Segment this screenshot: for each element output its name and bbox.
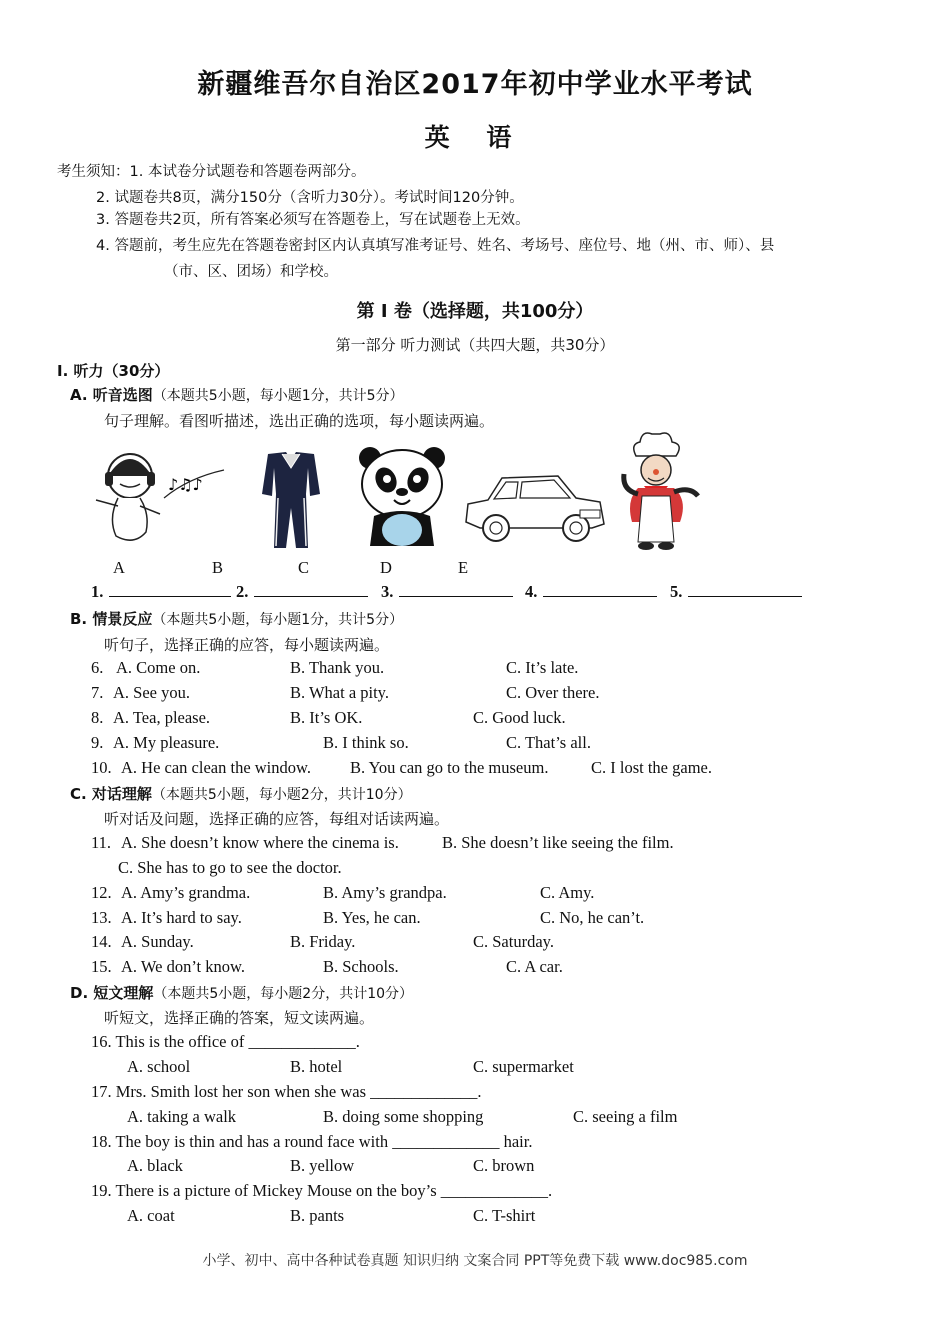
car-picture — [460, 466, 608, 550]
question-8-option-c: C. Good luck. — [473, 708, 566, 727]
section-d-label: D. 短文理解 — [70, 984, 154, 1002]
question-10-option-a: A. He can clean the window. — [121, 758, 311, 777]
section-a-label: A. 听音选图 — [70, 386, 153, 404]
section-a-header — [70, 384, 404, 405]
notice-item-1: 1. 本试卷分试题卷和答题卷两部分。 — [129, 164, 366, 180]
question-11-num: 11. — [91, 833, 112, 852]
answer-blank-5-num: 5. — [670, 582, 683, 601]
question-18-stem: 18. The boy is thin and has a round face with _____________ hair. — [91, 1132, 533, 1151]
question-14-option-b: B. Friday. — [290, 932, 356, 951]
question-12-option-c: C. Amy. — [540, 883, 595, 902]
answer-blank-4-num: 4. — [525, 582, 538, 601]
picture-letter-d: D — [380, 558, 392, 577]
section-d-note: （本题共5小题，每小题2分，共计10分） — [153, 986, 414, 1002]
question-7-option-a: A. See you. — [113, 683, 190, 702]
picture-letter-a: A — [113, 558, 125, 577]
section-d-header — [70, 982, 413, 1003]
section-b-header — [70, 608, 403, 629]
question-6-option-b: B. Thank you. — [290, 658, 385, 677]
answer-blank-2[interactable] — [236, 582, 368, 602]
question-19-stem: 19. There is a picture of Mickey Mouse on the boy’s _____________. — [91, 1181, 553, 1200]
question-9-option-c: C. That’s all. — [506, 733, 591, 752]
question-14-option-a: A. Sunday. — [121, 932, 194, 951]
section-b-instruction: 听句子，选择正确的应答，每小题读两遍。 — [104, 636, 390, 654]
notice-item-2: 2. 试题卷共8页，满分150分（含听力30分）。考试时间120分钟。 — [96, 190, 524, 206]
panda-picture — [356, 446, 448, 550]
question-9-option-b: B. I think so. — [323, 733, 409, 752]
question-11-option-a: A. She doesn’t know where the cinema is. — [121, 833, 399, 852]
question-10-option-c: C. I lost the game. — [591, 758, 712, 777]
question-8-option-a: A. Tea, please. — [113, 708, 211, 727]
section-a-note: （本题共5小题，每小题1分，共计5分） — [152, 388, 404, 404]
answer-blank-3-num: 3. — [381, 582, 394, 601]
picture-letter-e: E — [458, 558, 469, 577]
question-10-num: 10. — [91, 758, 112, 777]
question-18-option-b: B. yellow — [290, 1156, 355, 1175]
question-18-option-c: C. brown — [473, 1156, 535, 1175]
notice-item-3: 3. 答题卷共2页，所有答案必须写在答题卷上，写在试题卷上无效。 — [96, 212, 530, 228]
question-9-option-a: A. My pleasure. — [113, 733, 220, 752]
question-15-option-a: A. We don’t know. — [121, 957, 245, 976]
question-16-option-b: B. hotel — [290, 1057, 343, 1076]
section-b-label: B. 情景反应 — [70, 610, 153, 628]
answer-blank-3[interactable] — [381, 582, 513, 602]
answer-blank-1[interactable] — [91, 582, 231, 602]
question-12-num: 12. — [91, 883, 112, 902]
section-a-instruction: 句子理解。看图听描述，选出正确的选项，每小题读两遍。 — [104, 412, 495, 430]
question-19-option-b: B. pants — [290, 1206, 345, 1225]
answer-blank-4[interactable] — [525, 582, 657, 602]
section-b-note: （本题共5小题，每小题1分，共计5分） — [152, 612, 404, 628]
svg-text:♪♫♪: ♪♫♪ — [168, 475, 203, 494]
question-19-option-a: A. coat — [127, 1206, 175, 1225]
question-13-option-b: B. Yes, he can. — [323, 908, 421, 927]
tracksuit-picture — [258, 448, 324, 552]
answer-blank-5[interactable] — [670, 582, 802, 602]
question-18-option-a: A. black — [127, 1156, 183, 1175]
question-7-option-c: C. Over there. — [506, 683, 600, 702]
question-14-option-c: C. Saturday. — [473, 932, 554, 951]
question-6-num: 6. — [91, 658, 104, 677]
question-15-option-b: B. Schools. — [323, 957, 399, 976]
question-6-option-a: A. Come on. — [116, 658, 201, 677]
question-16-option-c: C. supermarket — [473, 1057, 574, 1076]
question-12-option-b: B. Amy’s grandpa. — [323, 883, 447, 902]
question-16-option-a: A. school — [127, 1057, 191, 1076]
question-11-option-b: B. She doesn’t like seeing the film. — [442, 833, 674, 852]
headphone-kid-picture — [88, 448, 230, 550]
section-i-title: I. 听力（30分） — [57, 362, 170, 380]
section-c-header — [70, 783, 412, 804]
exam-title: 新疆维吾尔自治区2017年初中学业水平考试 — [197, 69, 753, 100]
question-8-option-b: B. It’s OK. — [290, 708, 363, 727]
paper-title: 第 I 卷（选择题，共100分） — [356, 301, 594, 322]
chef-picture — [618, 430, 708, 552]
section-c-instruction: 听对话及问题，选择正确的应答，每组对话读两遍。 — [104, 810, 450, 828]
question-7-num: 7. — [91, 683, 104, 702]
question-17-option-a: A. taking a walk — [127, 1107, 237, 1126]
question-17-stem: 17. Mrs. Smith lost her son when she was _____________. — [91, 1082, 482, 1101]
page-footer: 小学、初中、高中各种试卷真题 知识归纳 文案合同 PPT等免费下载 www.doc985.com — [202, 1253, 748, 1269]
question-15-num: 15. — [91, 957, 112, 976]
question-6-option-c: C. It’s late. — [506, 658, 579, 677]
question-11-option-c: C. She has to go to see the doctor. — [118, 858, 342, 877]
answer-blank-2-num: 2. — [236, 582, 249, 601]
notice-label — [57, 160, 365, 181]
answer-blank-1-num: 1. — [91, 582, 104, 601]
question-16-stem: 16. This is the office of _____________. — [91, 1032, 360, 1051]
question-19-option-c: C. T-shirt — [473, 1206, 536, 1225]
part-title: 第一部分 听力测试（共四大题，共30分） — [335, 336, 615, 354]
question-7-option-b: B. What a pity. — [290, 683, 389, 702]
question-13-option-a: A. It’s hard to say. — [121, 908, 242, 927]
question-13-option-c: C. No, he can’t. — [540, 908, 645, 927]
notice-item-4: 4. 答题前，考生应先在答题卷密封区内认真填写准考证号、姓名、考场号、座位号、地（州、市、师）、县 — [96, 238, 775, 254]
question-13-num: 13. — [91, 908, 112, 927]
question-17-option-c: C. seeing a film — [573, 1107, 678, 1126]
section-d-instruction: 听短文，选择正确的答案，短文读两遍。 — [104, 1009, 375, 1027]
question-15-option-c: C. A car. — [506, 957, 563, 976]
question-12-option-a: A. Amy’s grandma. — [121, 883, 251, 902]
question-17-option-b: B. doing some shopping — [323, 1107, 484, 1126]
picture-letter-c: C — [298, 558, 310, 577]
section-c-label: C. 对话理解 — [70, 785, 152, 803]
question-14-num: 14. — [91, 932, 112, 951]
section-c-note: （本题共5小题，每小题2分，共计10分） — [151, 787, 412, 803]
notice-item-4-cont: （市、区、团场）和学校。 — [164, 264, 338, 280]
question-10-option-b: B. You can go to the museum. — [350, 758, 549, 777]
question-9-num: 9. — [91, 733, 104, 752]
notice-label-text: 考生须知： — [57, 164, 130, 180]
question-8-num: 8. — [91, 708, 104, 727]
subject-title: 英 语 — [424, 123, 526, 152]
picture-letter-b: B — [212, 558, 224, 577]
